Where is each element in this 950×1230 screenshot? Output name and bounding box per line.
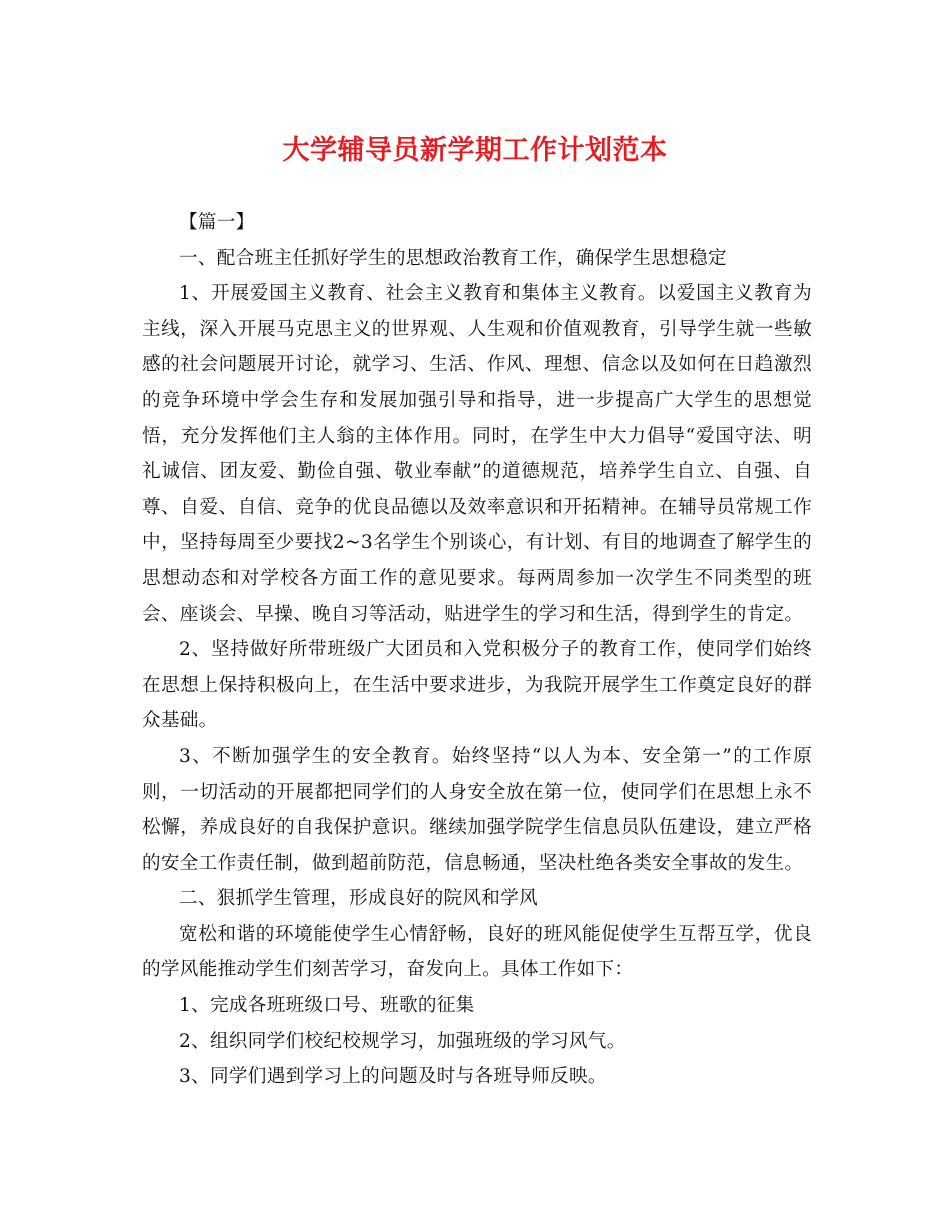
document-title: 大学辅导员新学期工作计划范本 (282, 135, 668, 166)
list-item: 2、组织同学们校纪校规学习，加强班级的学习风气。 (179, 1030, 626, 1052)
document-body (142, 205, 812, 1095)
paragraph: 2、坚持做好所带班级广大团员和入党积极分子的教育工作，使同学们始终在思想上保持积极向上，在生活中要求进步，为我院开展学生工作奠定良好的群众基础。 (142, 639, 812, 732)
section-marker: 【篇一】 (179, 212, 255, 233)
list-item: 3、同学们遇到学习上的问题及时与各班导师反映。 (179, 1066, 607, 1088)
paragraph: 宽松和谐的环境能使学生心情舒畅，良好的班风能促使学生互帮互学，优良的学风能推动学生们刻苦学习，奋发向上。具体工作如下： (142, 923, 812, 981)
paragraph: 3、不断加强学生的安全教育。始终坚持“以人为本、安全第一”的工作原则，一切活动的开展都把同学们的人身安全放在第一位，使同学们在思想上永不松懈，养成良好的自我保护意识。继续加强学院学生信息员队伍建设，建立严格的安全工作责任制，做到超前防范，信息畅通，坚决杜绝各类安全事故的发生。 (142, 745, 812, 874)
section-heading: 二、狠抓学生管理，形成良好的院风和学风 (179, 888, 538, 910)
section-heading: 一、配合班主任抓好学生的思想政治教育工作，确保学生思想稳定 (179, 247, 727, 269)
list-item: 1、完成各班班级口号、班歌的征集 (179, 995, 475, 1017)
paragraph: 1、开展爱国主义教育、社会主义教育和集体主义教育。以爱国主义教育为主线，深入开展马克思主义的世界观、人生观和价值观教育，引导学生就一些敏感的社会问题展开讨论，就学习、生活、作风、理想、信念以及如何在日趋激烈的竞争环境中学会生存和发展加强引导和指导，进一步提高广大学生的思想觉悟，充分发挥他们主人翁的主体作用。同时，在学生中大力倡导“爱国守法、明礼诚信、团友爱、勤俭自强、敬业奉献”的道德规范，培养学生自立、自强、自尊、自爱、自信、竞争的优良品德以及效率意识和开拓精神。在辅导员常规工作中，坚持每周至少要找2~3名学生个别谈心，有计划、有目的地调查了解学生的思想动态和对学校各方面工作的意见要求。每两周参加一次学生不同类型的班会、座谈会、早操、晚自习等活动，贴进学生的学习和生活，得到学生的肯定。 (142, 283, 812, 625)
